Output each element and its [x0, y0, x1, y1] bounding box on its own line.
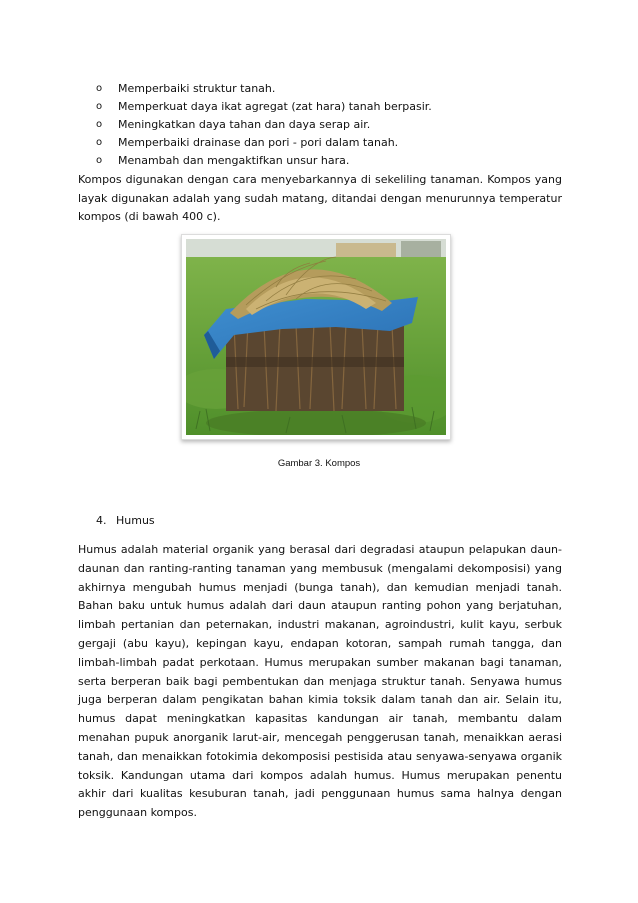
list-item — [96, 80, 432, 98]
section-heading — [96, 513, 155, 529]
compost-usage-paragraph: Kompos digunakan dengan cara menyebarkannya di sekeliling tanaman. Kompos yang layak digunakan adalah yang sudah matang, ditandai dengan menurunnya temperatur kompos (di bawah 400 c). — [78, 173, 562, 223]
list-item-text: Meningkatkan daya tahan dan daya serap air. — [118, 118, 371, 131]
bullet-marker: o — [96, 155, 103, 166]
list-item — [96, 152, 432, 170]
list-item-text: Memperbaiki drainase dan pori - pori dalam tanah. — [118, 136, 399, 149]
compost-photo — [186, 239, 446, 435]
section-number: 4. — [96, 514, 107, 527]
list-item-text: Memperbaiki struktur tanah. — [118, 82, 276, 95]
list-item — [96, 116, 432, 134]
bullet-marker: o — [96, 119, 103, 130]
bullet-marker: o — [96, 137, 103, 148]
list-item-text: Menambah dan mengaktifkan unsur hara. — [118, 154, 350, 167]
bullet-marker: o — [96, 101, 103, 112]
bullet-marker: o — [96, 83, 103, 94]
list-item — [96, 98, 432, 116]
list-item — [96, 134, 432, 152]
benefit-list — [96, 80, 432, 170]
section-title: Humus — [116, 514, 155, 527]
figure-caption: Gambar 3. Kompos — [277, 458, 361, 469]
humus-paragraph: Humus adalah material organik yang berasal dari degradasi ataupun pelapukan daun-daunan dan ranting-ranting tanaman yang membusuk (mengalami dekomposisi) yang akhirnya mengubah humus menjadi (bunga tanah), dan kemudian menjadi tanah. Bahan baku untuk humus adalah dari daun ataupun ranting pohon yang berjatuhan, limbah pertanian dan peternakan, industri makanan, agroindustri, kulit kayu, serbuk gergaji (abu kayu), kepingan kayu, endapan kotoran, sampah rumah tangga, dan limbah-limbah padat perkotaan. Humus merupakan sumber makanan bagi tanaman, serta berperan baik bagi pembentukan dan menjaga struktur tanah. Senyawa humus juga berperan dalam pengikatan bahan kimia toksik dalam tanah dan air. Selain itu, humus dapat meningkatkan kapasitas kandungan air tanah, membantu dalam menahan pupuk anorganik larut-air, mencegah penggerusan tanah, menaikkan aerasi tanah, dan menaikkan fotokimia dekomposisi pestisida atau senyawa-senyawa organik toksik. Kandungan utama dari kompos adalah humus. Humus merupakan penentu akhir dari kualitas kesuburan tanah, jadi penggunaan humus sama halnya dengan penggunaan kompos. — [78, 543, 562, 820]
list-item-text: Memperkuat daya ikat agregat (zat hara) tanah berpasir. — [118, 100, 432, 113]
compost-photo-frame — [181, 234, 451, 440]
